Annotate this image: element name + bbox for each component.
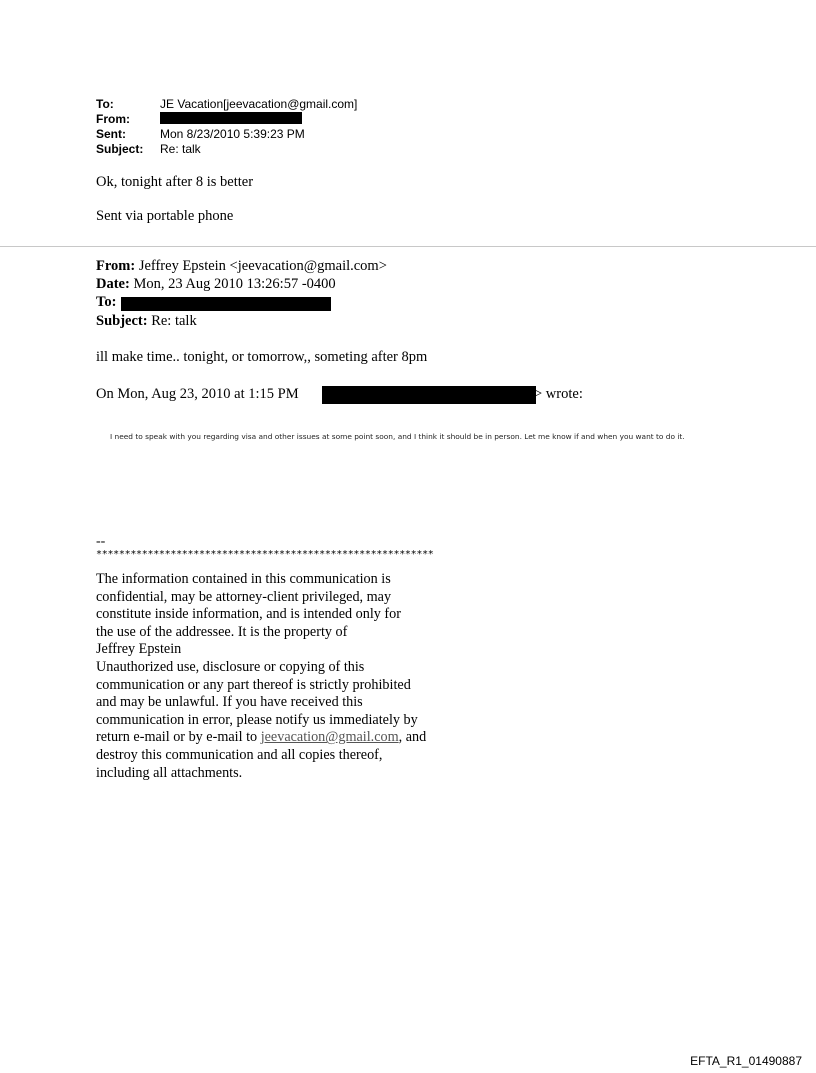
return-prefix: return e-mail or by e-mail to (96, 729, 261, 746)
signature-stars: *********************************************************** (96, 549, 434, 560)
redaction-bar (322, 386, 536, 404)
return-suffix: , and (398, 729, 427, 746)
header-subject-value: Re: talk (160, 142, 201, 156)
disclaimer-line: Jeffrey Epstein (96, 641, 182, 658)
quoted-message: I need to speak with you regarding visa and other issues at some point soon, and I think it should be in person. Let me know if and when you want to do it. (110, 432, 685, 441)
document-id: EFTA_R1_01490887 (690, 1054, 802, 1068)
disclaimer-line: constitute inside information, and is intended only for (96, 606, 401, 623)
fwd-from-row (96, 258, 387, 275)
on-wrote-prefix: On Mon, Aug 23, 2010 at 1:15 PM (96, 386, 299, 402)
disclaimer-line: confidential, may be attorney-client privileged, may (96, 588, 392, 605)
fwd-subject-value: Re: talk (151, 313, 197, 329)
signature-dashes: -- (96, 534, 106, 549)
header-subject-label: Subject: (96, 142, 144, 156)
header-to-label: To: (96, 97, 114, 111)
disclaimer-line: communication in error, please notify us immediately by (96, 711, 418, 728)
header-sent-row (96, 128, 305, 140)
disclaimer-line: destroy this communication and all copies thereof, (96, 746, 383, 763)
disclaimer-line: The information contained in this communication is (96, 571, 391, 587)
disclaimer-line: the use of the addressee. It is the property of (96, 623, 348, 640)
reply-line-2: Sent via portable phone (96, 208, 234, 224)
disclaimer-return-line (96, 729, 516, 747)
redaction-bar (160, 112, 302, 124)
header-from-label: From: (96, 112, 130, 126)
fwd-to-row (96, 294, 116, 311)
reply-line-1: Ok, tonight after 8 is better (96, 174, 254, 190)
message-divider (0, 246, 816, 247)
fwd-to-label: To: (96, 294, 117, 310)
fwd-date-value: Mon, 23 Aug 2010 13:26:57 -0400 (133, 276, 336, 292)
disclaimer-line: Unauthorized use, disclosure or copying of this (96, 658, 365, 675)
confidentiality-disclaimer (96, 571, 516, 782)
fwd-body: ill make time.. tonight, or tomorrow,, someting after 8pm (96, 349, 428, 365)
fwd-from-value: Jeffrey Epstein <jeevacation@gmail.com> (138, 258, 387, 274)
disclaimer-line: communication or any part thereof is strictly prohibited (96, 676, 411, 693)
redaction-bar (121, 297, 331, 311)
fwd-date-row (96, 276, 336, 293)
header-to-row (96, 98, 357, 110)
header-sent-label: Sent: (96, 127, 126, 141)
fwd-subject-row (96, 313, 197, 330)
fwd-from-label: From: (96, 258, 136, 274)
header-to-value: JE Vacation[jeevacation@gmail.com] (160, 97, 358, 111)
header-subject-row (96, 143, 201, 155)
header-sent-value: Mon 8/23/2010 5:39:23 PM (160, 127, 305, 141)
email-link[interactable]: jeevacation@gmail.com (260, 729, 399, 746)
disclaimer-line: and may be unlawful. If you have received this (96, 694, 363, 711)
disclaimer-line: including all attachments. (96, 764, 243, 781)
on-wrote-suffix: > wrote: (534, 386, 583, 402)
header-from-row (96, 113, 160, 125)
fwd-subject-label: Subject: (96, 313, 148, 329)
fwd-date-label: Date: (96, 276, 130, 292)
